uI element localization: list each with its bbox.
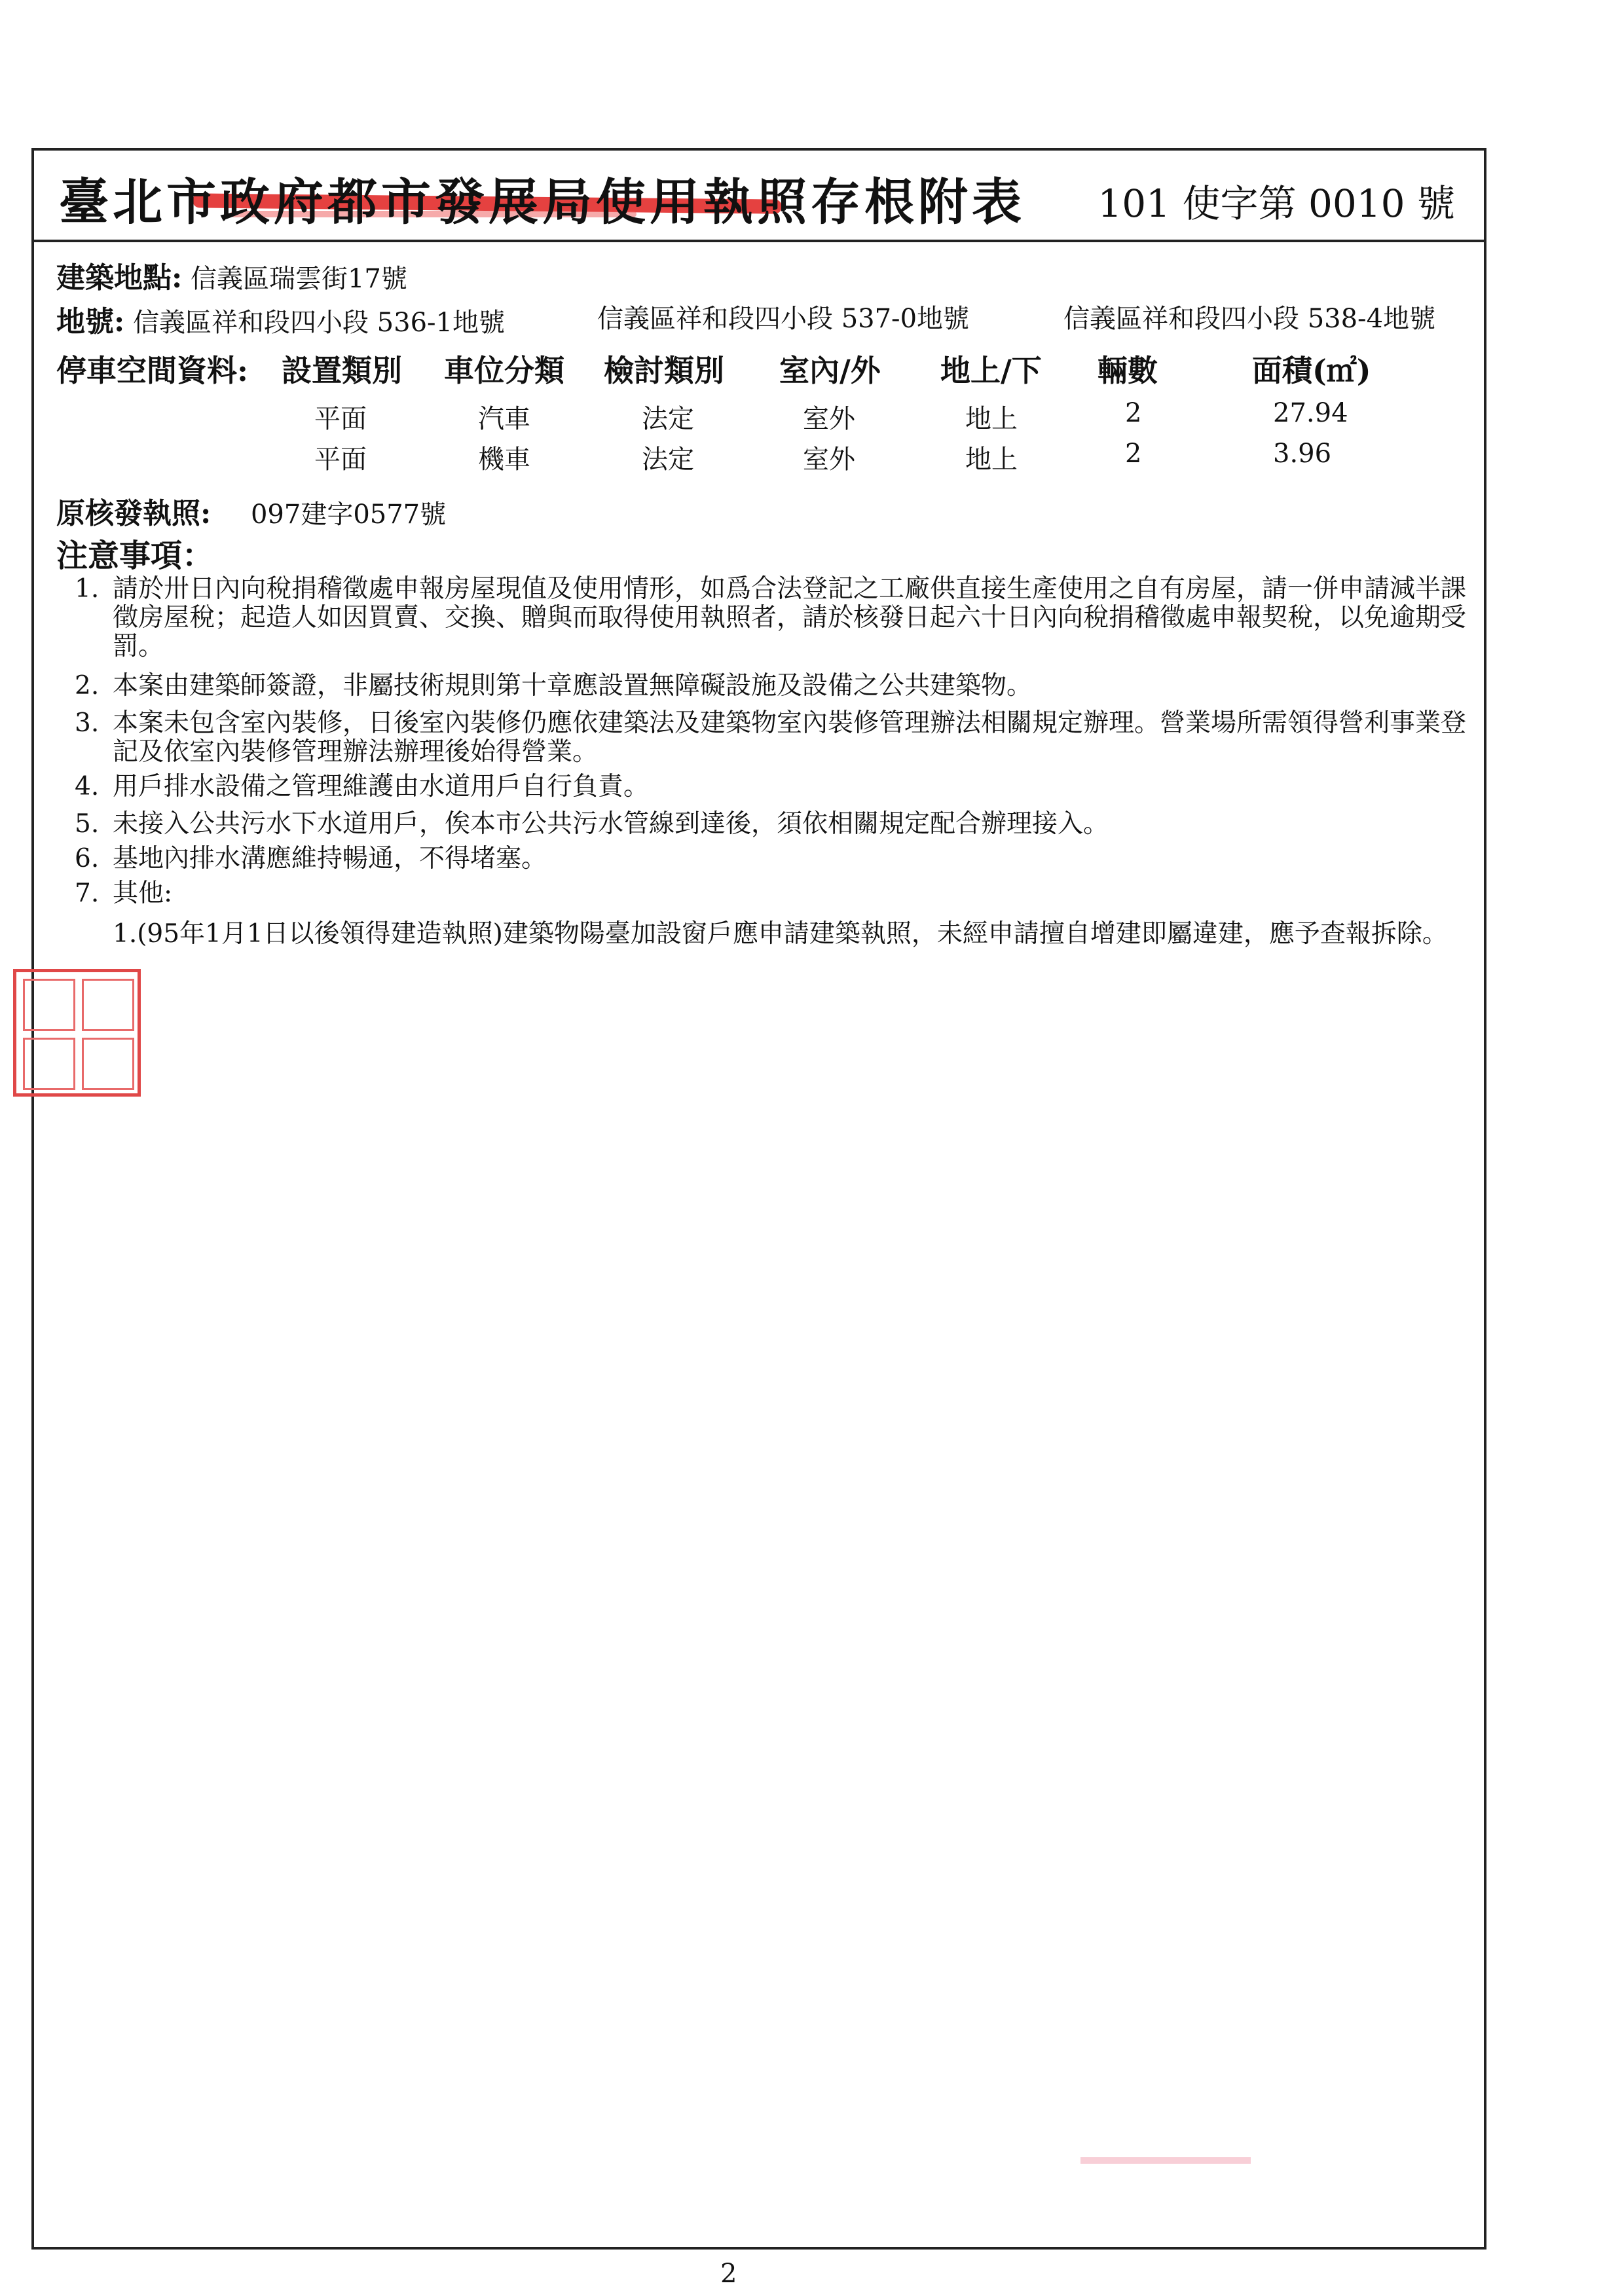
list-item	[75, 879, 1476, 908]
table-cell: 法定	[642, 404, 694, 434]
location-row	[56, 254, 407, 296]
parking-header-area: 面積(㎡)	[1252, 353, 1371, 388]
note-text: 用戶排水設備之管理維護由水道用戶自行負責。	[113, 772, 650, 801]
original-permit-label: 原核發執照:	[56, 497, 212, 530]
red-seal-stamp	[13, 969, 141, 1097]
note-number: 7.	[75, 879, 100, 908]
note-number: 2.	[75, 671, 100, 701]
stamp-glyph-box	[23, 1038, 75, 1090]
document-frame	[31, 148, 1486, 2250]
table-cell: 3.96	[1273, 439, 1332, 469]
table-cell: 地上	[965, 445, 1018, 475]
parking-header-type: 設置類別	[282, 353, 402, 388]
list-item	[75, 773, 1476, 801]
table-cell: 地上	[965, 404, 1018, 434]
ink-smear	[1080, 2157, 1251, 2164]
parking-header-level: 地上/下	[940, 353, 1042, 388]
lot-label: 地號:	[56, 305, 125, 338]
table-cell: 平面	[314, 445, 367, 475]
table-cell: 汽車	[478, 404, 530, 434]
location-label: 建築地點:	[56, 261, 183, 295]
original-permit-value: 097建字0577號	[250, 500, 447, 530]
stamp-glyph-box	[82, 979, 134, 1031]
list-item	[75, 709, 1476, 767]
note-text: 請於卅日內向稅捐稽徵處申報房屋現值及使用情形，如爲合法登記之工廠供直接生產使用之自有房屋，請一併申請減半課徵房屋稅；起造人如因買賣、交換、贈與而取得使用執照者，請於核發日起六十日內向稅捐稽徵處申報契稅，以免逾期受罰。	[113, 574, 1467, 661]
page-number: 2	[720, 2259, 737, 2289]
table-cell: 2	[1125, 439, 1142, 469]
lot-value-3: 信義區祥和段四小段 538-4地號	[1063, 304, 1436, 334]
document-number: 101 使字第 0010 號	[1098, 181, 1455, 226]
table-cell: 平面	[314, 404, 367, 434]
note-text: 未接入公共污水下水道用戶，俟本市公共污水管線到達後，須依相關規定配合辦理接入。	[113, 809, 1109, 839]
table-cell: 27.94	[1273, 398, 1348, 428]
note-text: 基地內排水溝應維持暢通，不得堵塞。	[113, 844, 547, 873]
note-number: 5.	[75, 809, 100, 839]
notes-heading: 注意事項：	[56, 538, 214, 574]
note-text: 本案未包含室內裝修，日後室內裝修仍應依建築法及建築物室內裝修管理辦法相關規定辦理。營業場所需領得營利事業登記及依室內裝修管理辦法辦理後始得營業。	[113, 708, 1467, 767]
note-text: 本案由建築師簽證，非屬技術規則第十章應設置無障礙設施及設備之公共建築物。	[113, 671, 1033, 701]
table-cell: 機車	[478, 445, 530, 475]
stamp-glyph-box	[82, 1038, 134, 1090]
parking-header-count: 輛數	[1098, 353, 1158, 388]
note-number: 6.	[75, 844, 100, 873]
location-value: 信義區瑞雲街17號	[190, 264, 407, 294]
lot-row	[56, 298, 505, 340]
lot-value-1: 信義區祥和段四小段 536-1地號	[132, 308, 505, 338]
parking-header-review: 檢討類別	[604, 353, 724, 388]
list-item	[75, 575, 1476, 661]
note-text: 其他:	[113, 879, 173, 908]
list-item	[75, 845, 1476, 873]
table-cell: 2	[1125, 398, 1142, 428]
table-cell: 室外	[803, 404, 855, 434]
table-cell: 法定	[642, 445, 694, 475]
note-number: 4.	[75, 772, 100, 801]
note-number: 1.	[75, 574, 100, 604]
list-item	[75, 672, 1476, 701]
note-number: 3.	[75, 708, 100, 738]
parking-label: 停車空間資料:	[56, 353, 248, 388]
original-permit-row	[56, 490, 446, 532]
stamp-glyph-box	[23, 979, 75, 1031]
lot-value-2: 信義區祥和段四小段 537-0地號	[597, 304, 970, 334]
other-note: 1.(95年1月1日以後領得建造執照)建築物陽臺加設窗戶應申請建築執照，未經申請擅自增建即屬違建，應予查報拆除。	[113, 919, 1448, 949]
document-title: 臺北市政府都市發展局使用執照存根附表	[59, 173, 1025, 231]
parking-header-indoor: 室內/外	[779, 353, 881, 388]
title-bar	[34, 151, 1484, 242]
list-item	[75, 810, 1476, 839]
table-cell: 室外	[803, 445, 855, 475]
parking-header-vehicle: 車位分類	[444, 353, 564, 388]
